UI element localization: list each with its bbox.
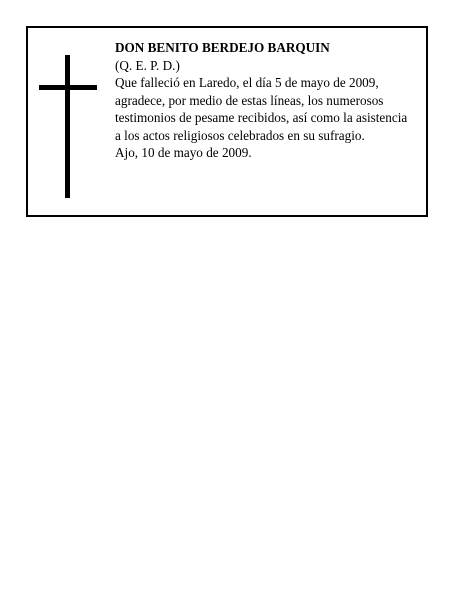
obituary-notice bbox=[26, 26, 428, 217]
notice-body-line: testimonios de pesame recibidos, así como la asistencia bbox=[115, 110, 408, 125]
place-and-date: Ajo, 10 de mayo de 2009. bbox=[115, 145, 252, 160]
notice-body-line: agradece, por medio de estas líneas, los numerosos bbox=[115, 92, 384, 108]
rip-abbreviation: (Q. E. P. D.) bbox=[115, 57, 180, 73]
deceased-name: DON BENITO BERDEJO BARQUIN bbox=[115, 40, 330, 55]
cross-horizontal-bar bbox=[39, 85, 97, 90]
cross-vertical-bar bbox=[65, 55, 70, 198]
notice-body-line: a los actos religiosos celebrados en su sufragio. bbox=[115, 127, 365, 143]
notice-text-block bbox=[115, 39, 420, 162]
notice-body-line: Que falleció en Laredo, el día 5 de mayo de 2009, bbox=[115, 75, 379, 90]
